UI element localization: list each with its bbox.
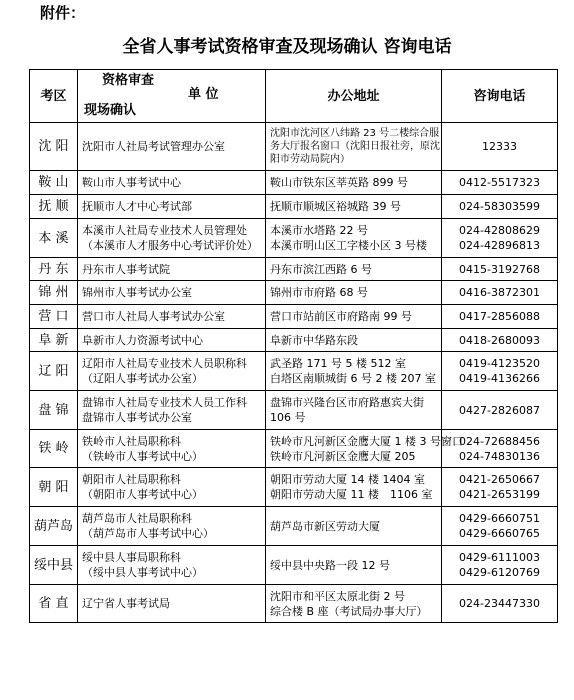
cell-phone-line: 0421-2653199 bbox=[459, 488, 540, 501]
header-unit-line3: 现场确认 bbox=[84, 103, 137, 118]
cell-unit bbox=[78, 352, 266, 391]
cell-unit-line: 朝阳市人社局职称科 bbox=[82, 473, 181, 486]
cell-area: 抚 顺 bbox=[30, 195, 78, 219]
cell-phone-line: 0429-6660765 bbox=[459, 527, 540, 540]
cell-phone bbox=[442, 352, 558, 391]
table-row bbox=[30, 546, 558, 585]
cell-phone-line: 024-23447330 bbox=[459, 597, 540, 610]
cell-phone bbox=[442, 305, 558, 329]
cell-address-line: 朝阳市劳动大厦 11 楼 1106 室 bbox=[270, 488, 433, 501]
cell-phone bbox=[442, 171, 558, 195]
cell-unit-line: 丹东市人事考试院 bbox=[82, 262, 170, 276]
contact-table bbox=[29, 69, 558, 623]
cell-area: 辽 阳 bbox=[30, 352, 78, 391]
cell-address bbox=[266, 546, 442, 585]
cell-unit-line: （朝阳市人事考试中心） bbox=[82, 488, 203, 501]
header-unit-line1: 资格审查 bbox=[102, 73, 155, 88]
cell-unit-line: 阜新市人力资源考试中心 bbox=[82, 333, 203, 347]
table-row bbox=[30, 258, 558, 281]
cell-unit bbox=[78, 468, 266, 507]
cell-address bbox=[266, 430, 463, 468]
cell-address-line: 务大厅报名窗口（沈阳日报社旁，原沈 bbox=[270, 141, 440, 152]
header-area: 考区 bbox=[30, 70, 78, 123]
cell-phone-line: 0416-3872301 bbox=[459, 286, 540, 299]
cell-unit-line: （绥中县人事考试中心） bbox=[82, 566, 203, 579]
cell-unit bbox=[78, 195, 266, 219]
cell-phone-line: 024-42896813 bbox=[459, 239, 540, 252]
cell-unit bbox=[78, 507, 266, 546]
cell-unit bbox=[78, 391, 266, 430]
table-row bbox=[30, 305, 558, 329]
cell-address bbox=[266, 585, 442, 623]
cell-address bbox=[266, 123, 442, 171]
cell-unit bbox=[78, 281, 266, 305]
cell-unit-line: 辽阳市人社局专业技术人员职称科 bbox=[82, 357, 247, 370]
cell-area: 朝 阳 bbox=[30, 468, 78, 507]
cell-area: 沈 阳 bbox=[30, 123, 78, 171]
cell-address-line: 丹东市滨江西路 6 号 bbox=[270, 262, 372, 276]
cell-phone bbox=[442, 123, 558, 171]
cell-phone-line: 0427-2826087 bbox=[459, 403, 540, 417]
table-row bbox=[30, 585, 558, 623]
cell-phone-line: 0412-5517323 bbox=[459, 176, 540, 189]
cell-area: 绥中县 bbox=[30, 546, 78, 585]
cell-address-line: 朝阳市劳动大厦 14 楼 1404 室 bbox=[270, 473, 425, 486]
header-unit-line2: 单 位 bbox=[188, 87, 219, 102]
cell-address-line: 106 号 bbox=[270, 411, 306, 424]
cell-unit bbox=[78, 430, 266, 468]
cell-unit-line: （铁岭市人事考试中心） bbox=[82, 449, 203, 463]
cell-unit-line: （辽阳人事考试办公室） bbox=[82, 372, 203, 385]
cell-area: 阜 新 bbox=[30, 329, 78, 352]
cell-unit-line: 抚顺市人才中心考试部 bbox=[82, 200, 192, 213]
cell-address bbox=[266, 329, 442, 352]
cell-unit-line: （本溪市人才服务中心考试评价处） bbox=[82, 239, 258, 252]
cell-area: 丹 东 bbox=[30, 258, 78, 281]
cell-unit-line: 盘锦市人事考试办公室 bbox=[82, 411, 192, 424]
header-address: 办公地址 bbox=[266, 70, 442, 123]
cell-phone-line: 12333 bbox=[482, 140, 517, 153]
cell-phone-line: 0419-4136266 bbox=[459, 372, 540, 385]
cell-unit-line: 沈阳市人社局考试管理办公室 bbox=[82, 140, 225, 153]
cell-phone bbox=[442, 219, 558, 258]
cell-phone-line: 0415-3192768 bbox=[459, 262, 540, 276]
cell-phone-line: 0419-4123520 bbox=[459, 357, 540, 370]
cell-address-line: 本溪市水塔路 22 号 bbox=[270, 224, 368, 237]
cell-address-line: 阜新市中华路东段 bbox=[270, 333, 358, 347]
cell-unit bbox=[78, 219, 266, 258]
cell-address-line: 绥中县中央路一段 12 号 bbox=[270, 558, 390, 572]
cell-address-line: 盘锦市兴隆台区市府路惠宾大街 bbox=[270, 396, 424, 409]
cell-phone-line: 0421-2650667 bbox=[459, 473, 540, 486]
table-row bbox=[30, 195, 558, 219]
cell-unit bbox=[78, 171, 266, 195]
cell-unit bbox=[78, 305, 266, 329]
table-row bbox=[30, 468, 558, 507]
cell-unit bbox=[78, 123, 266, 171]
cell-phone-line: 0429-6111003 bbox=[459, 551, 540, 564]
cell-address-line: 鞍山市铁东区莘英路 899 号 bbox=[270, 176, 408, 189]
cell-unit-line: 绥中县人事局职称科 bbox=[82, 551, 181, 564]
cell-address-line: 铁岭市凡河新区金鹰大厦 1 楼 3 号窗口 bbox=[270, 434, 463, 448]
cell-address bbox=[266, 391, 442, 430]
cell-address-line: 抚顺市顺城区裕城路 39 号 bbox=[270, 200, 401, 213]
cell-phone-line: 0429-6660751 bbox=[459, 512, 540, 525]
cell-area: 省 直 bbox=[30, 585, 78, 623]
cell-address bbox=[266, 507, 442, 546]
cell-unit-line: 鞍山市人事考试中心 bbox=[82, 176, 181, 189]
table-row bbox=[30, 430, 558, 468]
cell-phone bbox=[442, 258, 558, 281]
cell-phone-line: 0429-6120769 bbox=[459, 566, 540, 579]
cell-phone-line: 024-42808629 bbox=[459, 224, 540, 237]
cell-address-line: 锦州市市府路 68 号 bbox=[270, 286, 368, 299]
cell-area: 盘 锦 bbox=[30, 391, 78, 430]
cell-unit bbox=[78, 546, 266, 585]
cell-address-line: 沈阳市沈河区八纬路 23 号二楼综合服 bbox=[270, 128, 440, 139]
cell-unit-line: 盘锦市人社局专业技术人员工作科 bbox=[82, 396, 247, 409]
cell-address bbox=[266, 281, 442, 305]
table-row bbox=[30, 352, 558, 391]
cell-address-line: 沈阳市和平区太原北街 2 号 bbox=[270, 589, 405, 603]
cell-area: 葫芦岛 bbox=[30, 507, 78, 546]
cell-address-line: 本溪市明山区工字楼小区 3 号楼 bbox=[270, 239, 427, 252]
cell-phone bbox=[442, 468, 558, 507]
cell-address-line: 武圣路 171 号 5 楼 512 室 bbox=[270, 357, 406, 370]
table-row bbox=[30, 123, 558, 171]
cell-unit-line: 铁岭市人社局职称科 bbox=[82, 434, 181, 448]
cell-phone bbox=[442, 281, 558, 305]
cell-phone bbox=[442, 391, 558, 430]
cell-area: 鞍 山 bbox=[30, 171, 78, 195]
cell-unit-line: 锦州市人事考试办公室 bbox=[82, 286, 192, 299]
cell-unit bbox=[78, 329, 266, 352]
cell-phone bbox=[442, 430, 558, 468]
cell-unit-line: 营口市人社局人事考试办公室 bbox=[82, 310, 225, 323]
cell-address bbox=[266, 219, 442, 258]
cell-area: 铁 岭 bbox=[30, 430, 78, 468]
table-header-row bbox=[30, 70, 558, 123]
cell-unit-line: 本溪市人社局专业技术人员管理处 bbox=[82, 224, 247, 237]
cell-address-line: 阳市劳动局院内） bbox=[270, 154, 350, 165]
cell-unit-line: 辽宁省人事考试局 bbox=[82, 597, 170, 610]
cell-area: 本 溪 bbox=[30, 219, 78, 258]
cell-phone bbox=[442, 585, 558, 623]
cell-phone-line: 024-58303599 bbox=[459, 200, 540, 213]
table-row bbox=[30, 281, 558, 305]
cell-phone bbox=[442, 195, 558, 219]
cell-phone bbox=[442, 507, 558, 546]
cell-address-line: 白塔区南顺城街 6 号 2 楼 207 室 bbox=[270, 372, 436, 385]
cell-address-line: 综合楼 B 座（考试局办事大厅） bbox=[270, 604, 428, 618]
cell-address bbox=[266, 468, 442, 507]
cell-address-line: 葫芦岛市新区劳动大厦 bbox=[270, 519, 380, 533]
cell-address bbox=[266, 305, 442, 329]
header-phone: 咨询电话 bbox=[442, 70, 558, 123]
table-row bbox=[30, 219, 558, 258]
cell-area: 锦 州 bbox=[30, 281, 78, 305]
cell-unit-line: 葫芦岛市人社局职称科 bbox=[82, 512, 192, 525]
table-row bbox=[30, 507, 558, 546]
cell-phone bbox=[442, 329, 558, 352]
cell-address bbox=[266, 171, 442, 195]
document-title: 全省人事考试资格审查及现场确认 咨询电话 bbox=[122, 37, 452, 57]
cell-phone bbox=[442, 546, 558, 585]
cell-unit bbox=[78, 585, 266, 623]
cell-address bbox=[266, 258, 442, 281]
cell-phone-line: 0418-2680093 bbox=[459, 333, 540, 347]
table-row bbox=[30, 171, 558, 195]
table-row bbox=[30, 391, 558, 430]
table-row bbox=[30, 329, 558, 352]
cell-address bbox=[266, 352, 442, 391]
cell-address bbox=[266, 195, 442, 219]
cell-unit bbox=[78, 258, 266, 281]
attachment-label: 附件： bbox=[40, 4, 86, 22]
cell-area: 营 口 bbox=[30, 305, 78, 329]
cell-phone-line: 024-72688456 bbox=[459, 434, 540, 448]
cell-phone-line: 0417-2856088 bbox=[459, 310, 540, 323]
cell-address-line: 营口市站前区市府路南 99 号 bbox=[270, 310, 412, 323]
cell-phone-line: 024-74830136 bbox=[459, 449, 540, 463]
cell-address-line: 铁岭市凡河新区金鹰大厦 205 bbox=[270, 449, 416, 463]
cell-unit-line: （葫芦岛市人事考试中心） bbox=[82, 527, 214, 540]
header-unit bbox=[78, 70, 266, 123]
